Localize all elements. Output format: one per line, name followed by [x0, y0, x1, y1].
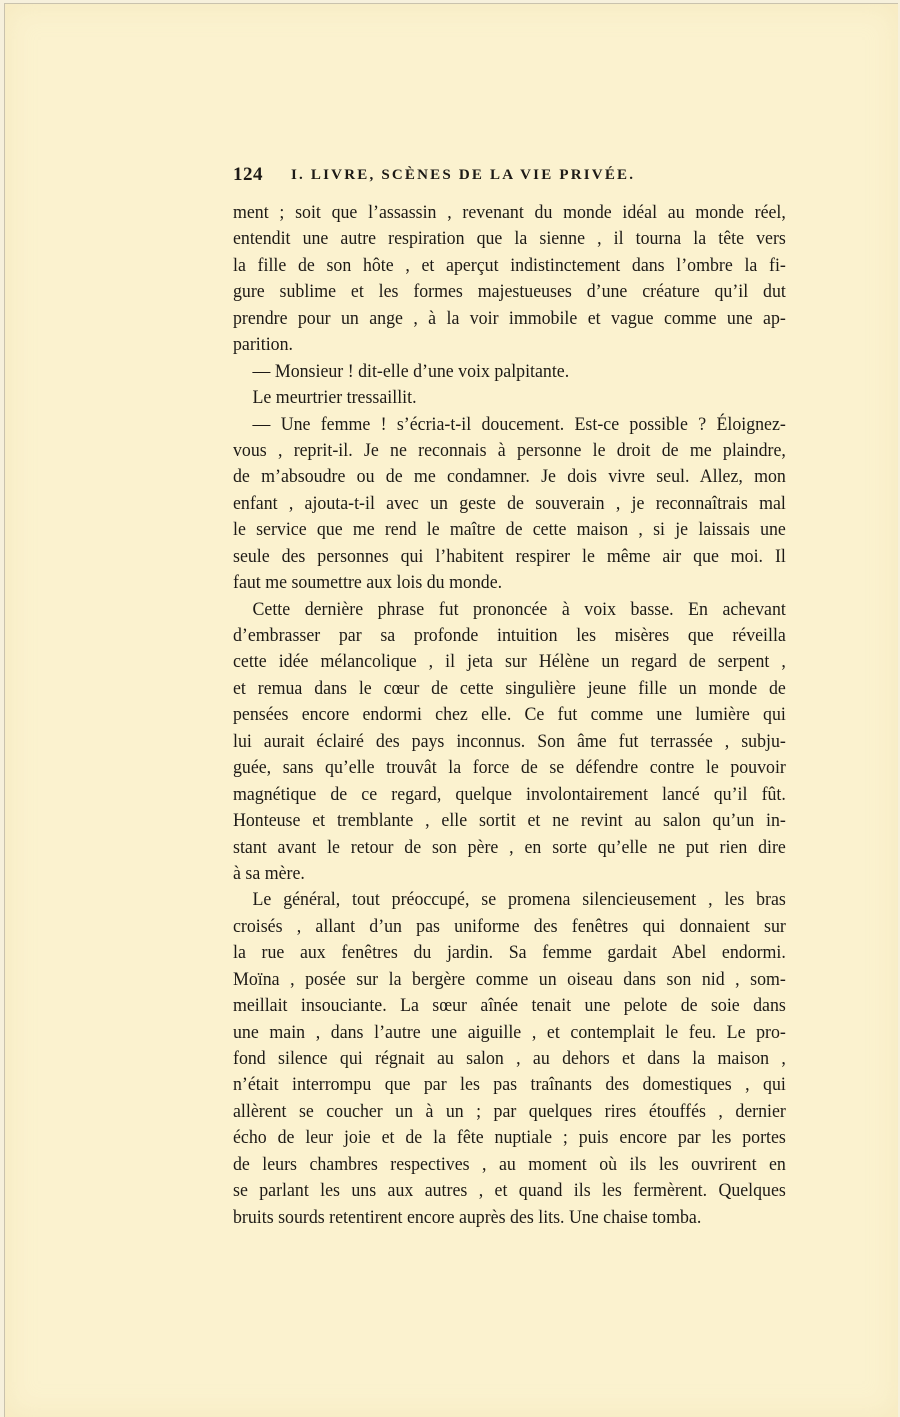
text-line: prendre pour un ange , à la voir immobile et vague comme une ap-	[233, 307, 786, 329]
text-line: Le meurtrier tressaillit.	[252, 387, 417, 409]
paragraph	[233, 359, 786, 385]
page-header	[233, 164, 785, 190]
text-line: et remua dans le cœur de cette singulière jeune fille un monde de	[233, 677, 786, 699]
text-line: une main , dans l’autre une aiguille , et contemplait le feu. Le pro-	[233, 1021, 786, 1043]
paragraph	[233, 597, 786, 888]
text-line: Le général, tout préoccupé, se promena silencieusement , les bras	[252, 889, 786, 911]
text-line: la rue aux fenêtres du jardin. Sa femme gardait Abel endormi.	[233, 942, 786, 964]
text-line: meillait insouciante. La sœur aînée tenait une pelote de soie dans	[233, 995, 786, 1017]
page-number: 124	[233, 164, 263, 185]
paragraph	[233, 887, 786, 1231]
text-line: le service que me rend le maître de cette maison , si je laissais une	[233, 519, 786, 541]
text-line: cette idée mélancolique , il jeta sur Hélène un regard de serpent ,	[233, 651, 786, 673]
text-line: seule des personnes qui l’habitent respirer le même air que moi. Il	[233, 545, 786, 567]
text-line: lui aurait éclairé des pays inconnus. Son âme fut terrassée , subju-	[233, 730, 786, 752]
text-line: enfant , ajouta-t-il avec un geste de souverain , je reconnaîtrais mal	[233, 492, 786, 514]
paragraph	[233, 385, 786, 411]
text-line: entendit une autre respiration que la sienne , il tourna la tête vers	[233, 228, 786, 250]
text-line: bruits sourds retentirent encore auprès des lits. Une chaise tomba.	[233, 1206, 702, 1228]
book-page	[4, 3, 898, 1417]
running-head: I. LIVRE, SCÈNES DE LA VIE PRIVÉE.	[291, 167, 636, 183]
text-line: — Monsieur ! dit-elle d’une voix palpitante.	[252, 360, 570, 382]
text-line: faut me soumettre aux lois du monde.	[233, 572, 503, 594]
text-line: écho de leur joie et de la fête nuptiale ; puis encore par les portes	[233, 1127, 786, 1149]
text-line: de leurs chambres respectives , au moment où ils les ouvrirent en	[233, 1153, 786, 1175]
text-line: magnétique de ce regard, quelque involontairement lancé qu’il fût.	[233, 783, 786, 805]
paragraph	[233, 200, 786, 359]
text-line: gure sublime et les formes majestueuses d’une créature qu’il dut	[233, 281, 786, 303]
text-line: n’était interrompu que par les pas traînants des domestiques , qui	[233, 1074, 786, 1096]
text-line: stant avant le retour de son père , en sorte qu’elle ne put rien dire	[233, 836, 786, 858]
text-line: fond silence qui régnait au salon , au dehors et dans la maison ,	[233, 1048, 786, 1069]
text-line: croisés , allant d’un pas uniforme des fenêtres qui donnaient sur	[233, 915, 786, 937]
text-line: Cette dernière phrase fut prononcée à voix basse. En achevant	[252, 598, 786, 620]
text-line: ment ; soit que l’assassin , revenant du monde idéal au monde réel,	[233, 202, 786, 223]
text-line: à sa mère.	[233, 862, 305, 884]
paragraph	[233, 412, 786, 597]
text-line: la fille de son hôte , et aperçut indistinctement dans l’ombre la fi-	[233, 254, 786, 276]
text-line: vous , reprit-il. Je ne reconnais à personne le droit de me plaindre,	[233, 439, 786, 461]
text-line: de m’absoudre ou de me condamner. Je dois vivre seul. Allez, mon	[233, 466, 786, 488]
text-line: d’embrasser par sa profonde intuition les misères que réveilla	[233, 625, 786, 646]
text-line: guée, sans qu’elle trouvât la force de se défendre contre le pouvoir	[233, 757, 786, 779]
body-text	[233, 200, 786, 1231]
text-line: Honteuse et tremblante , elle sortit et ne revint au salon qu’un in-	[233, 810, 786, 832]
text-line: — Une femme ! s’écria-t-il doucement. Est-ce possible ? Éloignez-	[252, 413, 786, 435]
text-line: pensées encore endormi chez elle. Ce fut comme une lumière qui	[233, 704, 786, 726]
text-line: Moïna , posée sur la bergère comme un oiseau dans son nid , som-	[233, 968, 786, 990]
text-line: se parlant les uns aux autres , et quand ils les fermèrent. Quelques	[233, 1180, 786, 1202]
text-line: parition.	[233, 334, 293, 356]
text-line: allèrent se coucher un à un ; par quelques rires étouffés , dernier	[233, 1100, 786, 1122]
